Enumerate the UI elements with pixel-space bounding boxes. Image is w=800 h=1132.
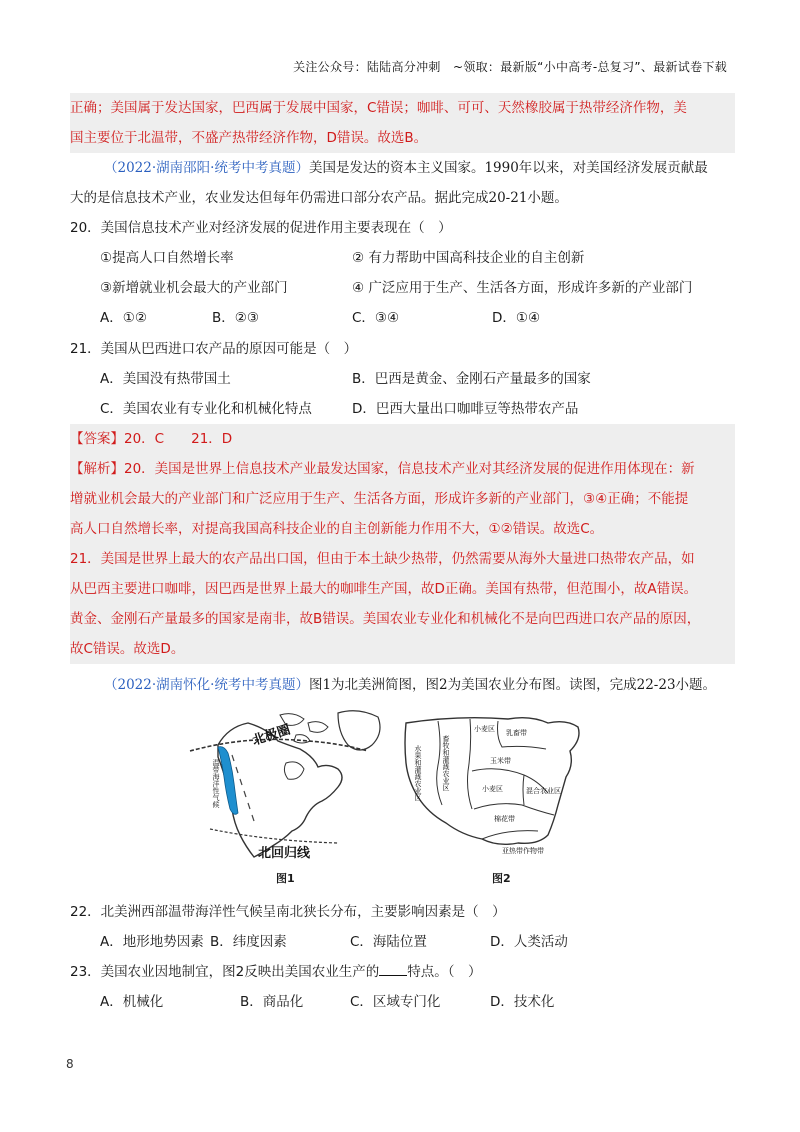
statement-1: ①提高人口自然增长率 [100,250,234,266]
north-america-map [188,705,393,865]
region-subtropical: 亚热带作物带 [502,847,544,855]
analysis-line: 【解析】20．美国是世界上信息技术产业最发达国家，信息技术产业对其经济发展的促进作用体现在：新 [70,461,695,477]
region-dairy: 乳畜带 [506,729,527,737]
option-a[interactable]: A．美国没有热带国土 [100,371,231,387]
intro-text: 大的是信息技术产业，农业发达但每年仍需进口部分农产品。据此完成20-21小题。 [70,190,568,206]
answer-line: 国主要位于北温带，不盛产热带经济作物，D错误。故选B。 [70,130,428,146]
maps-figure [188,705,598,895]
option-c[interactable]: C．③④ [352,310,400,326]
question-23 [70,957,735,1017]
group-intro-20-21 [70,153,735,213]
tropic-label: 北回归线 [258,846,311,861]
page-header: 关注公众号：陆陆高分冲刺 ~领取：最新版“小中高考-总复习”、最新试卷下载 [293,60,727,74]
option-d[interactable]: D．人类活动 [490,934,568,950]
answer-line: 正确；美国属于发达国家，巴西属于发展中国家，C错误；咖啡、可可、天然橡胶属于热带经济作物，美 [70,100,687,116]
question-22 [70,897,735,957]
question-stem-end: 特点。（ ） [407,964,482,980]
us-agriculture-map [398,705,588,865]
option-d[interactable]: D．①④ [492,310,541,326]
region-mixed: 混合农业区 [526,787,561,795]
statement-3: ③新增就业机会最大的产业部门 [100,280,288,296]
region-pasture: 畜牧和灌溉农业区 [442,735,450,791]
question-21 [70,334,735,424]
map2-caption: 图2 [492,872,511,885]
analysis-line: 增就业机会最大的产业部门和广泛应用于生产、生活各方面，形成许多新的产业部门，③④正确；不能提 [70,491,689,507]
climate-label: 温带海洋性气候 [212,759,220,808]
region-cotton: 棉花带 [494,815,515,823]
option-a[interactable]: A．机械化 [100,994,164,1010]
answer-block-20-21 [70,424,735,664]
page-number: 8 [66,1057,74,1071]
option-d[interactable]: D．巴西大量出口咖啡豆等热带农产品 [352,401,579,417]
answer-key: 【答案】20．C 21．D [70,431,233,447]
region-fruit: 水果和灌溉农业区 [414,745,422,801]
intro-text: 图1为北美洲简图，图2为美国农业分布图。读图，完成22-23小题。 [308,677,717,693]
analysis-line: 从巴西主要进口咖啡，因巴西是世界上最大的咖啡生产国，故D正确。美国有热带，但范围小，故A错误。 [70,581,698,597]
option-d[interactable]: D．技术化 [490,994,555,1010]
analysis-line: 黄金、金刚石产量最多的国家是南非，故B错误。美国农业专业化和机械化不是向巴西进口农产品的原因， [70,611,701,627]
option-c[interactable]: C．海陆位置 [350,934,427,950]
group-intro-22-23 [70,670,735,700]
question-source: （2022·湖南怀化·统考中考真题） [104,677,309,693]
question-stem: 23．美国农业因地制宜，图2反映出美国农业生产的 [70,964,380,980]
analysis-line: 故C错误。故选D。 [70,641,185,657]
region-wheat-north: 小麦区 [474,725,495,733]
intro-text: 美国是发达的资本主义国家。1990年以来，对美国经济发展贡献最 [308,160,708,176]
previous-answer-block [70,93,735,153]
question-stem: 22．北美洲西部温带海洋性气候呈南北狭长分布，主要影响因素是（ ） [70,904,506,920]
statement-2: ② 有力帮助中国高科技企业的自主创新 [352,250,585,266]
question-stem: 20．美国信息技术产业对经济发展的促进作用主要表现在（ ） [70,220,452,236]
option-b[interactable]: B．巴西是黄金、金刚石产量最多的国家 [352,371,591,387]
question-source: （2022·湖南邵阳·统考中考真题） [104,160,309,176]
option-a[interactable]: A．①② [100,310,147,326]
option-b[interactable]: B．商品化 [240,994,304,1010]
option-a[interactable]: A．地形地势因素 [100,934,204,950]
question-stem: 21．美国从巴西进口农产品的原因可能是（ ） [70,341,358,357]
statement-4: ④ 广泛应用于生产、生活各方面，形成许多新的产业部门 [352,280,693,296]
option-b[interactable]: B．②③ [212,310,259,326]
analysis-line: 21．美国是世界上最大的农产品出口国，但由于本土缺少热带，仍然需要从海外大量进口热带农产品，如 [70,551,695,567]
arctic-circle-label: 北极圈 [250,722,293,749]
map1-caption: 图1 [276,872,295,885]
option-c[interactable]: C．美国农业有专业化和机械化特点 [100,401,312,417]
region-corn: 玉米带 [490,757,511,765]
region-wheat-south: 小麦区 [482,785,503,793]
answer-blank [379,961,407,976]
analysis-line: 高人口自然增长率，对提高我国高科技企业的自主创新能力作用不大，①②错误。故选C。 [70,521,604,537]
question-20 [70,213,735,333]
option-b[interactable]: B．纬度因素 [210,934,287,950]
option-c[interactable]: C．区域专门化 [350,994,441,1010]
